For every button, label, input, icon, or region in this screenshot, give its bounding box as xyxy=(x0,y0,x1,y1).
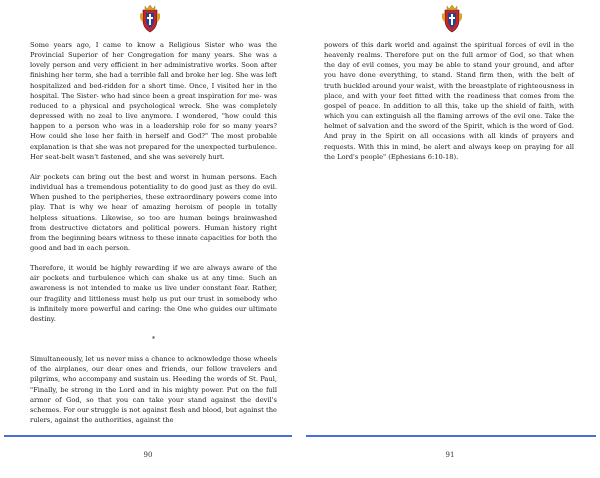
page-number: 91 xyxy=(445,451,455,459)
section-separator: * xyxy=(151,335,156,344)
footer-rule xyxy=(306,435,596,437)
paragraph: Simultaneously, let us never miss a chance to acknowledge those wheels of the airplanes, our dear ones and friends, our fellow travelers and pilgrims, who accompany and sustain us. Heeding the words of St. Paul, "Finally, be strong in the Lord and in his mighty power. Put on the full armor of God, so that you can take your stand against the devil's schemes. For our struggle is not against flesh and blood, but against the rulers, against the authorities, against the xyxy=(30,355,277,424)
coat-of-arms-icon xyxy=(440,4,464,34)
paragraph: Some years ago, I came to know a Religious Sister who was the Provincial Superior of her Congregation for many years. She was a lovely person and very efficient in her administrative works. Soon after finishing her term, she had a terrible fall and broke her leg. She was left hospitalized and bed-ridden for a short time. Once, I visited her in the hospital. The Sister- who had since been a great inspiration for me- was reduced to a physical and psychological wreck. She was completely depressed with no zeal to live anymore. I wondered, "how could this happen to a person who was in a leadership role for so many years? How could she lose her faith in herself and God?" The most probable explanation is that she was not prepared for the unexpected turbulence. Her seat-belt wasn't fastened, and she was severely hurt. xyxy=(30,41,277,161)
paragraph: Air pockets can bring out the best and worst in human persons. Each individual has a tremendous potentiality to do good just as they do evil. When pushed to the peripheries, these extraordinary powers come into play. That is why we hear of amazing heroism of people in totally helpless situations. Likewise, so too are human beings brainwashed from destructive dictators and political powers. Human history right from the beginning bears witness to these innate capacities for both the good and bad in each person. xyxy=(30,172,277,252)
right-page-text xyxy=(324,40,574,172)
page-right xyxy=(300,0,600,478)
page-number: 90 xyxy=(143,451,153,459)
footer-rule xyxy=(4,435,292,437)
paragraph: powers of this dark world and against the spiritual forces of evil in the heavenly realms. Therefore put on the full armor of God, so that when the day of evil comes, you may be able to stand your ground, and after you have done everything, to stand. Stand firm then, with the belt of truth buckled around your waist, with the breastplate of righteousness in place, and with your feet fitted with the readiness that comes from the gospel of peace. In addition to all this, take up the shield of faith, with which you can extinguish all the flaming arrows of the evil one. Take the helmet of salvation and the sword of the Spirit, which is the word of God. And pray in the Spirit on all occasions with all kinds of prayers and requests. With this in mind, be alert and always keep on praying for all the Lord's people" (Ephesians 6:10-18). xyxy=(324,41,574,161)
coat-of-arms-icon xyxy=(138,4,162,34)
left-page-text xyxy=(30,40,277,435)
paragraph: Therefore, it would be highly rewarding if we are always aware of the air pockets and turbulence which can shake us at any time. Such an awareness is not intended to make us live under constant fear. Rather, our fragility and littleness must help us put our trust in somebody who is infinitely more powerful and caring: the One who guides our ultimate destiny. xyxy=(30,264,277,323)
